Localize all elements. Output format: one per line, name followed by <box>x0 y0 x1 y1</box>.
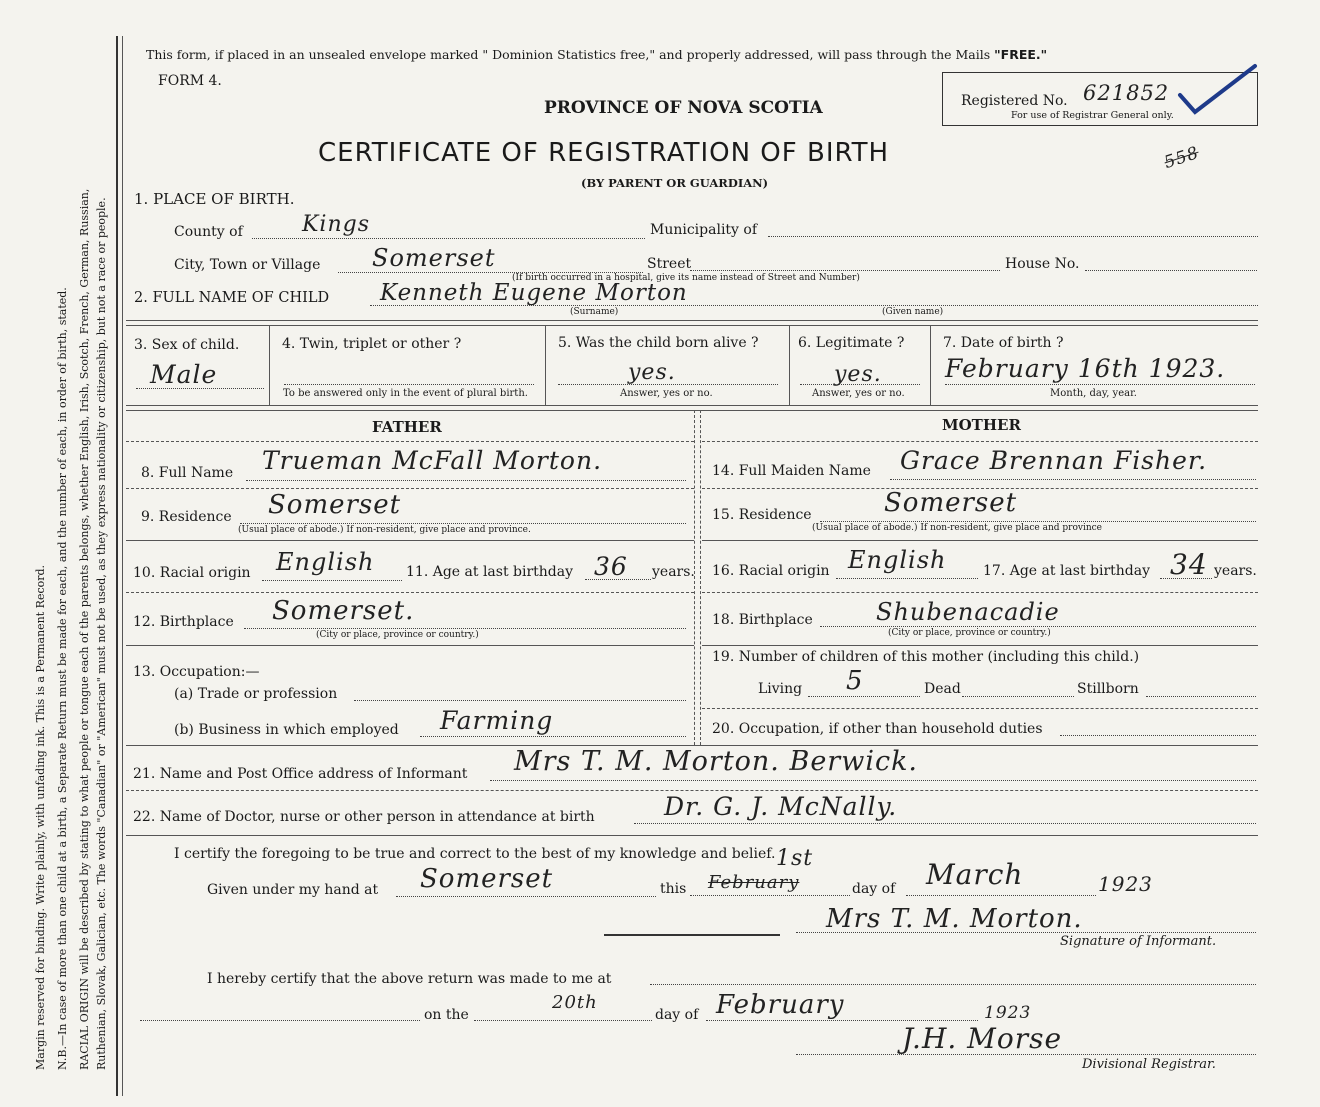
twin-label: 4. Twin, triplet or other ? <box>282 336 462 352</box>
registrar-signature: J.H. Morse <box>902 1022 1063 1055</box>
living-label: Living <box>758 681 803 697</box>
father-residence-note: (Usual place of abode.) If non-resident, give place and province. <box>238 525 531 535</box>
father-name-label: 8. Full Name <box>141 465 234 481</box>
dead-label: Dead <box>924 681 961 697</box>
city-value: Somerset <box>372 244 496 272</box>
mother-occupation-label: 20. Occupation, if other than household duties <box>712 721 1043 737</box>
binding-line <box>116 36 118 1096</box>
given-place-value: Somerset <box>420 864 554 894</box>
day-of-label: day of <box>852 881 896 897</box>
county-label: County of <box>174 224 243 240</box>
mother-name-value: Grace Brennan Fisher. <box>900 446 1208 475</box>
father-age-unit: years. <box>652 564 695 580</box>
mother-age-value: 34 <box>1170 548 1208 581</box>
mother-residence-value: Somerset <box>884 488 1018 518</box>
informant-value: Mrs T. M. Morton. Berwick. <box>514 746 919 777</box>
house-label: House No. <box>1005 256 1080 272</box>
day-struck: February <box>708 872 800 893</box>
mother-birthplace-label: 18. Birthplace <box>712 612 813 628</box>
registrar-note: For use of Registrar General only. <box>1011 110 1174 121</box>
father-heading: FATHER <box>372 418 442 436</box>
father-birthplace-note: (City or place, province or country.) <box>316 630 479 640</box>
certificate-subtitle: (BY PARENT OR GUARDIAN) <box>581 176 769 190</box>
mother-heading: MOTHER <box>942 416 1021 434</box>
postal-notice: This form, if placed in an unsealed envelope marked " Dominion Statistics free," and properly addressed, will pass through the Mails "FREE." <box>146 47 1048 62</box>
alive-note: Answer, yes or no. <box>620 388 713 399</box>
place-heading: 1. PLACE OF BIRTH. <box>134 190 295 208</box>
municipality-label: Municipality of <box>650 222 758 238</box>
hospital-note: (If birth occurred in a hospital, give its name instead of Street and Number) <box>512 273 860 283</box>
dob-note: Month, day, year. <box>1050 388 1137 399</box>
sex-label: 3. Sex of child. <box>134 337 240 353</box>
mother-name-label: 14. Full Maiden Name <box>712 463 871 479</box>
father-racial-value: English <box>276 548 375 576</box>
signature-label: Signature of Informant. <box>1060 934 1217 949</box>
mother-birthplace-value: Shubenacadie <box>876 598 1060 626</box>
given-name-note: (Given name) <box>882 307 944 317</box>
margin-note-3: RACIAL ORIGIN will be described by stating to what people or tongue each of the parents belongs, whether English, Irish, Scotch, French, German, Russian, <box>78 188 91 1070</box>
children-count-label: 19. Number of children of this mother (including this child.) <box>712 649 1140 665</box>
given-label: Given under my hand at <box>207 882 379 898</box>
mother-age-unit: years. <box>1214 563 1257 579</box>
registrar-statement: I hereby certify that the above return was made to me at <box>207 971 612 987</box>
father-birthplace-label: 12. Birthplace <box>133 614 234 630</box>
mother-residence-note: (Usual place of abode.) If non-resident, give place and province <box>812 523 1103 533</box>
mother-age-label: 17. Age at last birthday <box>983 563 1151 579</box>
registrar-month-value: February <box>716 990 845 1020</box>
mother-racial-value: English <box>848 546 947 574</box>
form-number: FORM 4. <box>158 73 222 89</box>
alive-label: 5. Was the child born alive ? <box>558 335 759 351</box>
city-label: City, Town or Village <box>174 257 321 273</box>
business-value: Farming <box>440 706 554 735</box>
margin-note-2: N.B.—In case of more than one child at a birth, a Separate Return must be made for each, and the number of each, in order of birth, stated. <box>56 287 69 1070</box>
business-label: (b) Business in which employed <box>174 722 399 738</box>
certificate-title: CERTIFICATE OF REGISTRATION OF BIRTH <box>318 138 890 168</box>
margin-note-4: Ruthenian, Slovak, Galician, etc. The words "Canadian" or "American" must not be used, as they express nationality or citizenship, but not a race or people. <box>95 197 108 1070</box>
year-value: 1923 <box>1098 872 1153 896</box>
checkmark-icon <box>1175 60 1260 120</box>
legitimate-note: Answer, yes or no. <box>812 388 905 399</box>
mother-residence-label: 15. Residence <box>712 507 812 523</box>
this-label: this <box>660 881 687 897</box>
registrar-day-of-label: day of <box>655 1007 699 1023</box>
day-value: 1st <box>776 846 814 871</box>
dob-label: 7. Date of birth ? <box>943 335 1064 351</box>
father-birthplace-value: Somerset. <box>272 596 415 626</box>
father-occupation-label: 13. Occupation:— <box>133 664 260 680</box>
certify-statement: I certify the foregoing to be true and correct to the best of my knowledge and belief. <box>174 846 776 862</box>
father-name-value: Trueman McFall Morton. <box>262 446 603 475</box>
registered-value: 621852 <box>1083 81 1170 105</box>
doctor-value: Dr. G. J. McNally. <box>664 792 898 821</box>
registered-label: Registered No. <box>961 93 1068 109</box>
legitimate-label: 6. Legitimate ? <box>798 335 905 351</box>
trade-label: (a) Trade or profession <box>174 686 338 702</box>
street-label: Street <box>647 256 692 272</box>
struck-mark: 558 <box>1161 143 1202 173</box>
margin-note-1: Margin reserved for binding. Write plainly, with unfading ink. This is a Permanent Record. <box>34 564 47 1070</box>
mother-birthplace-note: (City or place, province or country.) <box>888 628 1051 638</box>
living-value: 5 <box>846 666 864 696</box>
surname-note: (Surname) <box>570 307 619 317</box>
registrar-year-value: 1923 <box>984 1003 1032 1023</box>
month-value: March <box>926 858 1024 891</box>
registrar-day-value: 20th <box>552 992 598 1013</box>
father-age-value: 36 <box>594 552 628 581</box>
doctor-label: 22. Name of Doctor, nurse or other person in attendance at birth <box>133 809 595 825</box>
sex-value: Male <box>150 360 218 389</box>
on-the-label: on the <box>424 1007 469 1023</box>
father-age-label: 11. Age at last birthday <box>406 564 574 580</box>
child-name-label: 2. FULL NAME OF CHILD <box>134 290 330 306</box>
province-heading: PROVINCE OF NOVA SCOTIA <box>544 98 823 118</box>
alive-value: yes. <box>628 360 676 385</box>
father-residence-value: Somerset <box>268 490 402 520</box>
child-name-value: Kenneth Eugene Morton <box>380 280 688 306</box>
registrar-title: Divisional Registrar. <box>1082 1057 1216 1072</box>
father-racial-label: 10. Racial origin <box>133 565 251 581</box>
father-residence-label: 9. Residence <box>141 509 232 525</box>
twin-note: To be answered only in the event of plural birth. <box>283 388 528 399</box>
legitimate-value: yes. <box>834 362 882 387</box>
mother-racial-label: 16. Racial origin <box>712 563 830 579</box>
binding-line-2 <box>122 36 123 1096</box>
county-value: Kings <box>302 212 371 237</box>
dob-value: February 16th 1923. <box>945 354 1226 383</box>
informant-signature: Mrs T. M. Morton. <box>826 904 1083 934</box>
informant-label: 21. Name and Post Office address of Informant <box>133 766 468 782</box>
stillborn-label: Stillborn <box>1077 681 1139 697</box>
